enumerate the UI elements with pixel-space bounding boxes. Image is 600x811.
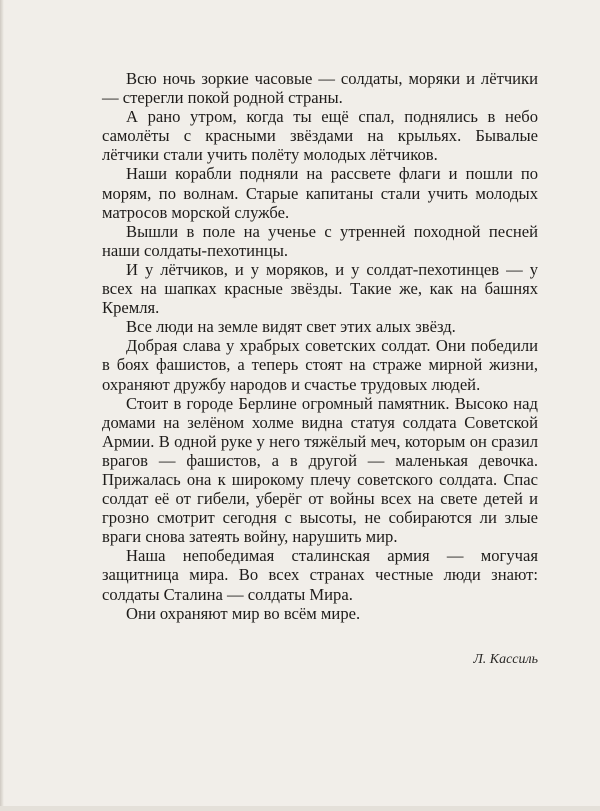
paragraph-8: Стоит в городе Берлине огромный памятник. Высоко над домами на зелёном холме видна статуя солдата Советской Армии. В одной руке у него тяжёлый меч, которым он сразил врагов — фашистов, а в другой — маленькая девочка. Прижалась она к широкому плечу советского солдата. Спас солдат её от гибели, уберёг от войны всех на свете детей и грозно смотрит сегодня с высоты, не собираются ли злые враги снова затеять войну, нарушить мир.	[102, 393, 538, 547]
story-text	[102, 69, 538, 623]
page-bottom-edge	[0, 806, 600, 811]
paragraph-2: А рано утром, когда ты ещё спал, поднялись в небо самолёты с красными звёздами на крыльях. Бывалые лётчики стали учить полёту молодых лётчиков.	[102, 107, 538, 165]
paragraph-5: И у лётчиков, и у моряков, и у солдат-пехотинцев — у всех на шапках красные звёзды. Такие же, как на башнях Кремля.	[102, 259, 538, 318]
paragraph-1: Всю ночь зоркие часовые — солдаты, моряки и лётчики — стерегли покой родной страны.	[102, 69, 538, 108]
paragraph-7: Добрая слава у храбрых советских солдат. Они победили в боях фашистов, а теперь стоят на страже мирной жизни, охраняют дружбу народов и счастье трудовых людей.	[102, 336, 538, 394]
page-left-edge	[0, 0, 4, 811]
paragraph-4: Вышли в поле на ученье с утренней походной песней наши солдаты-пехотинцы.	[102, 221, 538, 260]
paragraph-3: Наши корабли подняли на рассвете флаги и пошли по морям, по волнам. Старые капитаны стали учить молодых матросов морской службе.	[102, 164, 538, 222]
paragraph-9: Наша непобедимая сталинская армия — могучая защитница мира. Во всех странах честные люди знают: солдаты Сталина — солдаты Мира.	[102, 546, 538, 604]
paragraph-10: Они охраняют мир во всём мире.	[126, 603, 361, 623]
paragraph-6: Все люди на земле видят свет этих алых звёзд.	[126, 317, 456, 337]
author-signature: Л. Кассиль	[473, 652, 538, 667]
